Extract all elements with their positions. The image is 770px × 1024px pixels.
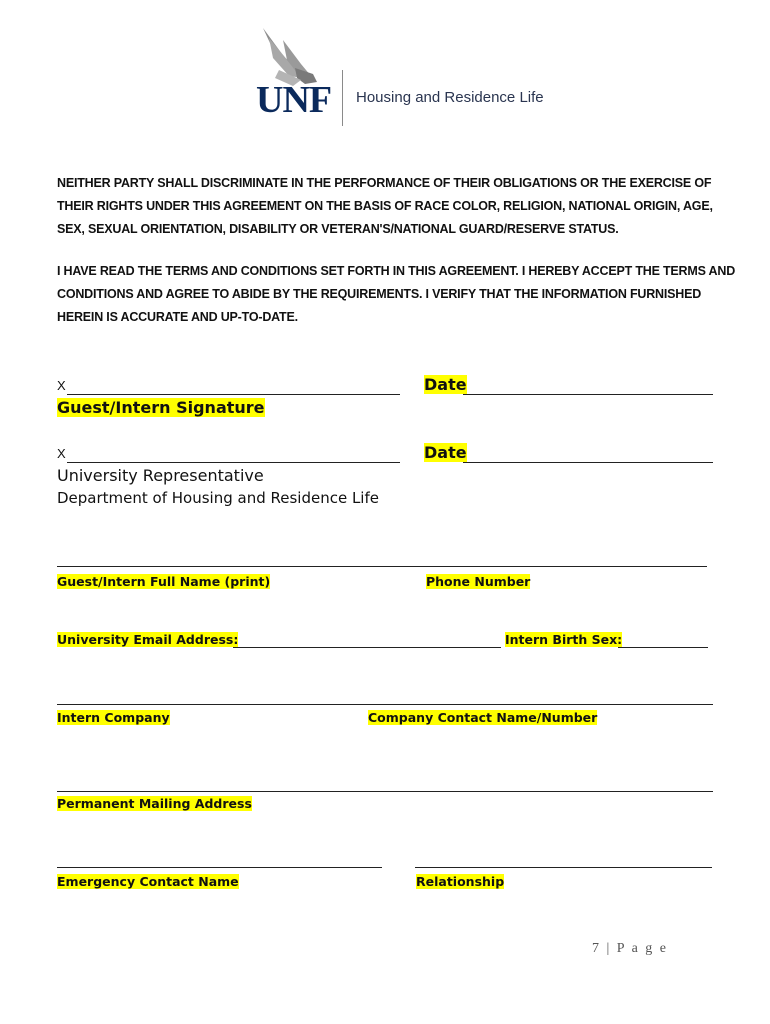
guest-date-label: Date	[424, 375, 467, 394]
company-contact-label: Company Contact Name/Number	[368, 710, 598, 725]
non-discrimination-paragraph: NEITHER PARTY SHALL DISCRIMINATE IN THE PERFORMANCE OF THEIR OBLIGATIONS OR THE EXERCISE OF THEIR RIGHTS UNDER THIS AGREEMENT ON THE BASIS OF RACE COLOR, RELIGION, NATIONAL ORIGIN, AGE, SEX, SEXUAL ORIENTATION, DISABILITY OR VETERAN'S/NATIONAL GUARD/RESERVE STATUS.	[57, 176, 713, 236]
emergency-contact-line[interactable]	[57, 867, 382, 868]
full-name-label: Guest/Intern Full Name (print)	[57, 574, 271, 589]
page-text: | P a g e	[606, 941, 668, 956]
mailing-address-label: Permanent Mailing Address	[57, 796, 252, 811]
guest-signature-line[interactable]	[67, 394, 400, 395]
company-line[interactable]	[57, 704, 713, 705]
department-label: Department of Housing and Residence Life	[57, 489, 379, 507]
company-label: Intern Company	[57, 710, 170, 725]
unf-logo-text: UNF	[256, 79, 332, 121]
email-label: University Email Address:	[57, 632, 239, 647]
email-line[interactable]	[233, 647, 501, 648]
name-phone-line[interactable]	[57, 566, 707, 567]
rep-signature-x-mark: X	[57, 446, 66, 461]
mailing-address-line[interactable]	[57, 791, 713, 792]
rep-signature-line[interactable]	[67, 462, 400, 463]
rep-date-label: Date	[424, 443, 467, 462]
guest-date-line[interactable]	[463, 394, 713, 395]
relationship-line[interactable]	[415, 867, 712, 868]
acceptance-paragraph: I HAVE READ THE TERMS AND CONDITIONS SET FORTH IN THIS AGREEMENT. I HEREBY ACCEPT THE TERMS AND CONDITIONS AND AGREE TO ABIDE BY THE REQUIREMENTS. I VERIFY THAT THE INFORMATION FURNISHED HEREIN IS ACCURATE AND UP-TO-DATE.	[57, 264, 736, 324]
phone-label: Phone Number	[426, 574, 531, 589]
birth-sex-line[interactable]	[618, 647, 708, 648]
birth-sex-label: Intern Birth Sex:	[505, 632, 623, 647]
rep-label: University Representative	[57, 466, 264, 485]
logo-subtitle: Housing and Residence Life	[356, 89, 544, 106]
signature-x-mark: X	[57, 378, 66, 393]
rep-date-line[interactable]	[463, 462, 713, 463]
emergency-contact-label: Emergency Contact Name	[57, 874, 239, 889]
page-number-value: 7	[592, 941, 601, 956]
guest-signature-label: Guest/Intern Signature	[57, 398, 265, 417]
relationship-label: Relationship	[416, 874, 505, 889]
logo-divider	[342, 70, 343, 126]
page-number	[592, 941, 668, 957]
